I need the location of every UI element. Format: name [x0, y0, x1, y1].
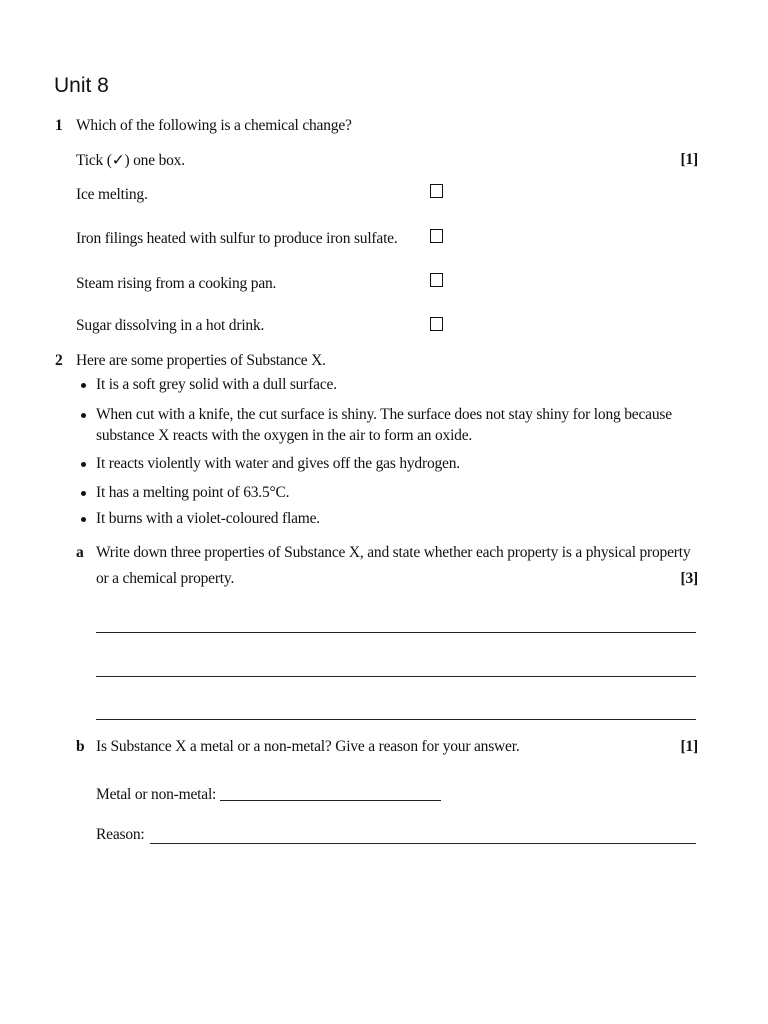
part-b-label: b — [76, 738, 85, 755]
checkbox-steam-rising[interactable] — [430, 273, 443, 287]
property-bullet: It burns with a violet-coloured flame. — [96, 510, 320, 527]
property-bullet: It reacts violently with water and gives off the gas hydrogen. — [96, 455, 460, 472]
question-1-marks: [1] — [680, 151, 698, 168]
property-bullet: It is a soft grey solid with a dull surface. — [96, 376, 337, 393]
property-bullet-continued: substance X reacts with the oxygen in the air to form an oxide. — [96, 427, 473, 444]
metal-or-nonmetal-label: Metal or non-metal: — [96, 786, 217, 803]
bullet-icon — [81, 413, 86, 418]
checkbox-iron-filings[interactable] — [430, 229, 443, 243]
metal-answer-line[interactable] — [220, 800, 441, 801]
part-a-text: Write down three properties of Substance X, and state whether each property is a physical property — [96, 544, 691, 561]
property-bullet: It has a melting point of 63.5°C. — [96, 484, 290, 501]
question-1-number: 1 — [55, 117, 63, 134]
checkbox-sugar-dissolving[interactable] — [430, 317, 443, 331]
part-b-text: Is Substance X a metal or a non-metal? Give a reason for your answer. — [96, 738, 520, 755]
unit-title: Unit 8 — [54, 74, 109, 97]
property-bullet: When cut with a knife, the cut surface is shiny. The surface does not stay shiny for long because — [96, 406, 672, 423]
option-iron-filings: Iron filings heated with sulfur to produce iron sulfate. — [76, 230, 398, 247]
bullet-icon — [81, 491, 86, 496]
bullet-icon — [81, 462, 86, 467]
question-1-text: Which of the following is a chemical change? — [76, 117, 352, 134]
answer-line[interactable] — [96, 719, 696, 720]
reason-label: Reason: — [96, 826, 145, 843]
question-1-instruction: Tick (✓) one box. — [76, 152, 185, 169]
answer-line[interactable] — [96, 632, 696, 633]
question-2-number: 2 — [55, 352, 63, 369]
part-a-label: a — [76, 544, 84, 561]
checkbox-ice-melting[interactable] — [430, 184, 443, 198]
option-ice-melting: Ice melting. — [76, 186, 148, 203]
answer-line[interactable] — [96, 676, 696, 677]
part-a-text-continued: or a chemical property. — [96, 570, 235, 587]
question-2-intro: Here are some properties of Substance X. — [76, 352, 326, 369]
reason-answer-line[interactable] — [150, 843, 696, 844]
bullet-icon — [81, 517, 86, 522]
bullet-icon — [81, 383, 86, 388]
option-steam-rising: Steam rising from a cooking pan. — [76, 275, 277, 292]
part-a-marks: [3] — [680, 570, 698, 587]
option-sugar-dissolving: Sugar dissolving in a hot drink. — [76, 317, 265, 334]
part-b-marks: [1] — [680, 738, 698, 755]
